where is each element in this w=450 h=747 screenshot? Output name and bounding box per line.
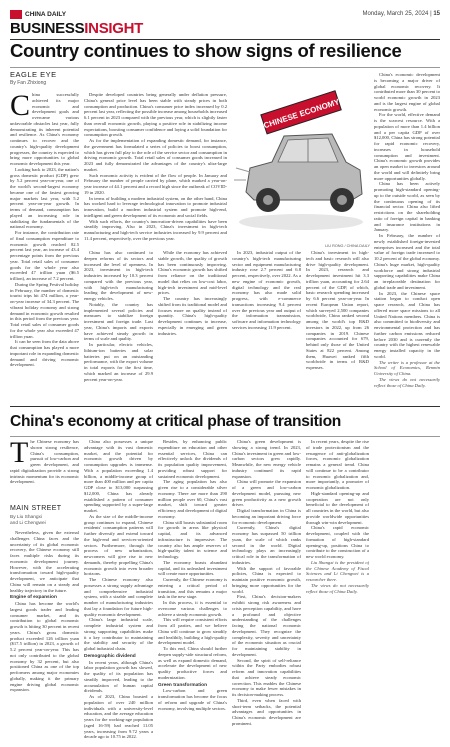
divider bbox=[10, 67, 440, 68]
article-2-byline-line-1: By Liu Shangxi bbox=[10, 515, 42, 520]
subheading: Engine of expansion bbox=[10, 595, 57, 601]
paragraph: High-standard opening-up and cooperation are not only beneficial to the development of all countries in the world, but also provide worldwide opportunities through win-win development. bbox=[306, 490, 369, 525]
china-daily-logo bbox=[10, 10, 22, 19]
paragraph: It can be seen from the data above that consumption has played a more important role in expanding domestic demand and driving economic development. bbox=[10, 339, 79, 368]
article-2-column-4 bbox=[232, 439, 301, 742]
paragraph: In this process, it is essential to overcome various challenges to achieve a steady economic growth. bbox=[158, 600, 227, 617]
article-1-column-2 bbox=[84, 250, 153, 404]
paragraph: In terms of building a modern industrial system, on the other hand, China has worked hard to leverage technological innovation to promote industrial innovation, build a modern industrial system and promote high-end, intelligent and green development of its economic and social fields. bbox=[84, 195, 227, 218]
article-1-column-5 bbox=[306, 250, 369, 404]
paragraph: With such efforts, the country's innovation-driven capabilities have been steadily improving. Also in 2023, China's investment in high-tech manufacturing and high-tech service industries increased by 9.9 percent and 11.4 percent, respectively, over the previous year. bbox=[84, 218, 227, 241]
masthead-bar bbox=[10, 8, 440, 20]
divider bbox=[10, 436, 440, 437]
article-1-column-4 bbox=[232, 250, 301, 404]
paragraph: China's investment in high-tech and basic research will also drive high-quality development. In 2023, research and development investment hit 3.3 trillion yuan, accounting for 2.64 percent of the GDP, of which, basic research spending increased by 6.6 percent year-on-year. In recent European Union report, which surveyed 2,500 companies worldwide, China ranked second among the world's top R&D investors in 2022, up from 26 companies in 2019. Chinese companies accounted for 679, behind only those of the United States at 822 percent. Among them, Huawei ranked fifth worldwide in terms of R&D expenses. bbox=[306, 250, 369, 370]
paragraph: China's economic development is becoming a major driver of global economic recovery. It contributed more than 30 percent to world economic growth in 2023 and is the largest engine of global economic growth. bbox=[374, 72, 440, 112]
article-1-column-top bbox=[84, 92, 227, 246]
article-2-column-6 bbox=[374, 439, 440, 742]
paragraph: During the Spring Festival holiday in February, the number of domestic tourist trips hit 474 million, a year-on-year increase of 34.3 percent. The vibrant holiday economy and strong demand in economic growth resulted in this period from the previous year. Total retail sales of consumer goods for the whole year also exceeded 47 trillion yuan. bbox=[10, 281, 79, 339]
paragraph: In 2023, the Chinese space station began to conduct open space research, and China has offered more space missions to all United Nations members. China is also committed to biodiversity and environmental protection and has further carbon emissions reduced before 2030 and is currently the country with the highest renewable energy installed capacity in the world. bbox=[374, 290, 440, 359]
divider bbox=[10, 406, 440, 407]
subheading: Demographic dividend bbox=[84, 653, 136, 659]
lead-paragraph bbox=[10, 92, 79, 167]
paragraph: As of 2023, China boasted a population of over 240 million individuals with a university-level education, and the average education years for the working-age population (aged 16-59) had reached 11.05 years, increasing from 9.72 years a decade ago to 10.75 in 2022. bbox=[84, 694, 153, 740]
article-2-byline bbox=[10, 515, 46, 527]
paragraph: Digital transformation in China is becoming an important driving force for economic development. bbox=[232, 508, 301, 525]
paragraph: China's rapid economic development, coupled with the formation of high-standard opening-up, positions China to contribute to the construction of a new world economy. bbox=[306, 525, 369, 559]
article-1-byline: By Fan Zhixiong bbox=[10, 80, 47, 86]
section-title-suffix: INSIGHT bbox=[84, 20, 144, 37]
article-1-headline: Country continues to show signs of resilience bbox=[10, 40, 402, 61]
article-2-column-name: MAIN STREET bbox=[10, 505, 62, 512]
paragraph: China still boasts substantial room for growth in areas like physical capital, and its advanced infrastructure is impressive. The country also has ample reserves of high-quality talent in science and technology. bbox=[158, 519, 227, 559]
paragraph: Low-carbon and green transformation has become the focus of reform and upgrade of China's economy, involving multiple sectors. bbox=[158, 688, 227, 711]
paragraph: China will promote the expansion of a green and low-carbon development model, pursuing new green productivity as a new growth driver. bbox=[232, 479, 301, 508]
paragraph: China has been actively promoting high-standard opening-up to the outside world, as seen by the continuous opening of its financial sector. China also lifted restrictions on the shareholding ratio of foreign capital in banking and insurance institutions in January. bbox=[374, 181, 440, 233]
paragraph: Nevertheless, given the external challenges China faces and the uncertainty of its global economic recovery, the Chinese economy still faces multiple risks during its economic development journey. However, with the accelerating transformation toward high-quality development, we anticipate that China will remain on a steady and healthy trajectory in the future. bbox=[10, 530, 79, 593]
brand-name: CHINA DAILY bbox=[25, 10, 67, 18]
article-2-column-1 bbox=[10, 530, 79, 742]
paragraph: China's green development is showing a strong trend. In 2023, China's investment in green and low-carbon sectors grew rapidly. Meanwhile, the new energy vehicle industry continued its rapid expansion. bbox=[232, 439, 301, 479]
paragraph: Besides, by enhancing public expenditure on education and other essential services, China can effectively unlock the dividends of its population quality improvement, providing robust support for sustained economic development. bbox=[158, 439, 227, 479]
paragraph: Despite developed countries being generally under deflation pressure, China's general price level has been stable with steady prices in both consumption and production. China's consumer price index increased by 0.2 percent last year, reflecting the possible increase among households increased 6.1 percent in 2023 compared with the previous year, which is slightly faster than overall economic growth, playing a positive role in stabilizing income expectations, boosting consumer confidence and laying a solid foundation for consumption growth. bbox=[84, 92, 227, 138]
paragraph: With the support of favorable policies, China is expected to maintain positive economic growth, bringing more opportunities for the world. bbox=[232, 565, 301, 594]
paragraph: While the economy has achieved stable growth, the quality of growth has been continuously improving. China's economic growth has shifted from reliance on the traditional model that relies on low-cost labor, high-tech investment and mid-level prices. bbox=[158, 250, 227, 296]
paragraph: First, China's decision-makers exhibit strong risk awareness and crisis perception capability, and have a profound and objective understanding of the challenges facing the national economic development. They recognize the complexity, severity and uncertainty of the economic situation as crucial for maintaining stability in development. bbox=[232, 594, 301, 657]
paragraph: The Chinese economy also possesses a strong supply advantage and comprehensive industrial system, with a sizable and complete number of manufacturing industries that lay a foundation for future high-quality economic development. bbox=[84, 577, 153, 617]
paragraph: Looking back to 2023, the nation's gross domestic product (GDP) grew by 5.2 percent year-on-year, one of the world's second-largest economy became one of the fastest growing major markets last year, with 5.2 percent year-on-year growth. In terms of demand, consumption has played an increasing role in stabilizing the fundamentals of the national economy. bbox=[10, 166, 79, 230]
paragraph: China has also continued to deepen reforms of its sectors and increased the level of openness. In 2023, investment in high-tech industries increased by 10.3 percent compared with the previous year, with high-tech manufacturing leading the development of new-energy vehicles. bbox=[84, 250, 153, 301]
issue-date: Monday, March 25, 2024 bbox=[362, 11, 429, 17]
paragraph: Third, even when faced with short-term setbacks, the potential advantages and opportunities in China's economic development are prominent. bbox=[232, 697, 301, 726]
paragraph: In particular, electric vehicles, lithium-ion batteries and solar batteries put on an outstanding performance, with the export volume in total exports for the first time, which marked an increase of 29.9 percent year-on-year. bbox=[84, 342, 153, 382]
paragraph: The writer is a professor at the School of Economics, Renmin University of China. bbox=[374, 359, 440, 376]
lead-paragraph bbox=[10, 439, 79, 485]
article-2-byline-line-2: and Li Chengwei bbox=[10, 521, 46, 526]
paragraph: Second, the spirit of self-reliance within the Party embodies robust reform and innovation capabilities that achieve steady economic correction. This enables the Chinese economy to make fewer mistakes in its decision-making process. bbox=[232, 657, 301, 697]
lead-text: he Chinese economy has shown strong resilience, China's consumption, pursuit of low-carbon and green development, and rapid digitalization provide a strong intrinsic momentum for its economic development. bbox=[10, 439, 79, 485]
paragraph: The views do not necessarily reflect those of China Daily. bbox=[374, 376, 440, 388]
article-1-column-name: EAGLE EYE bbox=[10, 70, 57, 79]
paragraph: For instance, the contribution rate of final consumption expenditure to economic growth reached 82.5 percent last year, an increase of 43.4 percentage points from the previous year. Total retail sales of consumer goods for the whole year also exceeded 47 trillion yuan ($6.5 trillion), an increase of 7.2 percent. bbox=[10, 230, 79, 281]
paragraph: In 2023, industrial output of the country's high-tech manufacturing sector and equipment manufacturing industry rose 2.7 percent and 6.8 percent, respectively, over 2022. As a new engine of economic growth, digital technology and the real economy has also made solid progress, with e-commerce transactions increasing 9.4 percent over the previous year and output of the information transmission, software and information technology services increasing 11.9 percent. bbox=[232, 250, 301, 330]
article-2-headline: China's economy at critical phase of transition bbox=[10, 413, 342, 430]
paragraph: In February, the number of newly established foreign-invested enterprises increased and the total value of foreign trade increased to 10.2 percent of the global economy. China's huge market, high-quality workforce and strong industrial supporting capabilities make China an irreplaceable destination for global trade and investment. bbox=[374, 233, 440, 290]
paragraph: The views do not necessarily reflect those of China Daily. bbox=[306, 582, 369, 594]
article-1-column-3 bbox=[158, 250, 227, 404]
paragraph: As for the implementation of expanding domestic demand, for instance, the government has formulated a series of policies to boost consumption, which has given full play to the role of the service sector and consumption in driving economic growth. Total retail sales of consumer goods increased in 2023 and fully demonstrated the advantages of the country's ultra-large market. bbox=[84, 138, 227, 172]
paragraph: Currently, China's digital economy has surpassed 50 trillion yuan, the scale of which ranks second in the world. Digital technology plays an increasingly critical role in the transformation of industries. bbox=[232, 525, 301, 565]
paragraph: The economy boasts abundant capital, and its unleashed investment will create more opportunities. bbox=[158, 559, 227, 577]
drop-cap: C bbox=[10, 92, 31, 122]
paragraph: This will require consistent efforts from all parties, and we believe China will continue to grow steadily and healthily, building a high-quality development model. bbox=[158, 617, 227, 646]
paragraph: Such economic activity is evident of the flow of people. In January and February the number of people carried by plane, which marked a year-on-year increase of 44.1 percent and a record high since the outbreak of COVID-19 in 2020. bbox=[84, 172, 227, 195]
paragraph: For the world, effective demand is the scarcest resource. With a population of more than 1.4 billion and a per capita GDP of over $12,000, China has strong potential for rapid economic recovery, increases in household consumption and investment. China's economic growth provides an open market to investors around the world and will definitely bring more opportunities globally. bbox=[374, 112, 440, 181]
paragraph: China has become the world's largest goods trader and leading consumer market, and its contribution to global economic growth is hitting 30 percent in recent years. China's gross domestic product exceeded 126 trillion yuan ($17.5 trillion) in 2023, a growth of 5.2 percent year-on-year. This has not only contributed to the global economy by 32 percent, but also positioned China as one of the top performers among major economies globally, making it the primary engine driving global economic expansion. bbox=[10, 601, 79, 693]
article-2-column-2 bbox=[84, 439, 153, 742]
section-title-prefix: BUSINESS bbox=[10, 20, 85, 37]
plate-text: CHINESE ECONOMY bbox=[262, 97, 341, 131]
article-2-column-5 bbox=[306, 439, 369, 742]
drop-cap: T bbox=[10, 439, 29, 469]
subheading: Green transformation bbox=[158, 682, 208, 688]
paragraph: The aging population has also given rise to a considerable silver economy. There are more than 290 million people over 60, China's vast market, shift toward greater efficiency and development of digital economy. bbox=[158, 479, 227, 519]
paragraph: China also possesses a unique advantage with its vast domestic market, and the potential for economic growth driven by consumption upgrades is immense. With a population exceeding 1.4 billion, a middle-income group of more than 400 million and per capita GDP close to $13,000 surpassing $12,000, China has already established a pattern of consumer spending supported by a super-large market. bbox=[84, 439, 153, 513]
lead-text: hina successfully achieved its major economic and development goals and overcame various unfavorable obstacles last year, fully demonstrating its inherent potential and resilience. As China's economy continues to recover and the country's high-quality development progresses, the country is expected to bring more opportunities to global economic development this year. bbox=[10, 92, 79, 166]
issue-date-page: Monday, March 25, 2024 | 15 bbox=[362, 11, 440, 17]
paragraph: China's large industrial scale, complete industrial system and strong supporting capabilities make it a key contributor to maintaining the stability and security of the global industrial chain. bbox=[84, 617, 153, 651]
article-2-column-3 bbox=[158, 439, 227, 742]
paragraph: Currently, the Chinese economy is entering a critical period of transition, and this remains a major task in the new stage. bbox=[158, 577, 227, 600]
illustration-taxi bbox=[232, 72, 370, 244]
article-1-column-6 bbox=[374, 72, 440, 404]
paragraph: In recent years, despite the rise of trade protectionism and the resurgence of anti-globalization forces, economic globalization remains a general trend. China will continue to be a contributor to economic globalization and, more importantly, a promoter of economic globalization. bbox=[306, 439, 369, 490]
article-2-column-1-top bbox=[10, 439, 79, 503]
paragraph: Liu Shangxi is the president of the Chinese Academy of Fiscal Sciences and Li Chengwei is a researcher there. bbox=[306, 559, 369, 582]
page-number: 15 bbox=[433, 11, 440, 17]
paragraph: As the size of the middle-income group continues to expand, Chinese residents' consumption patterns will further diversify and extend toward the high-end and services-oriented sectors. Furthermore, through the process of new urbanization, newcomers will give rise to new demands, thereby propelling China's economic growth into even broader horizons. bbox=[84, 513, 153, 577]
illustration-credit: LIU RONG / CHINA DAILY bbox=[325, 244, 370, 248]
paragraph: In recent years, although China's labor population growth has slowed, the quality of its population has steadily improved, leading to the accumulation of human capital dividends. bbox=[84, 659, 153, 694]
paragraph: The country has increasingly shifted from its traditional model and focuses more on quality instead of quantity. China's high-quality development continues to increase, especially in emerging and green industries. bbox=[158, 296, 227, 336]
paragraph: To this end, China should further deepen supply-side structural reform, as well as expand domestic demand, accelerate the development of new quality productive forces and modernization. bbox=[158, 646, 227, 680]
paragraph: Notably, the country has implemented several policies and measures to stabilize foreign investment and foreign trade. Last year, China's imports and exports have achieved steady growth in terms of scale and quality. bbox=[84, 301, 153, 342]
section-title bbox=[10, 20, 143, 37]
article-1-column-1 bbox=[10, 92, 79, 404]
